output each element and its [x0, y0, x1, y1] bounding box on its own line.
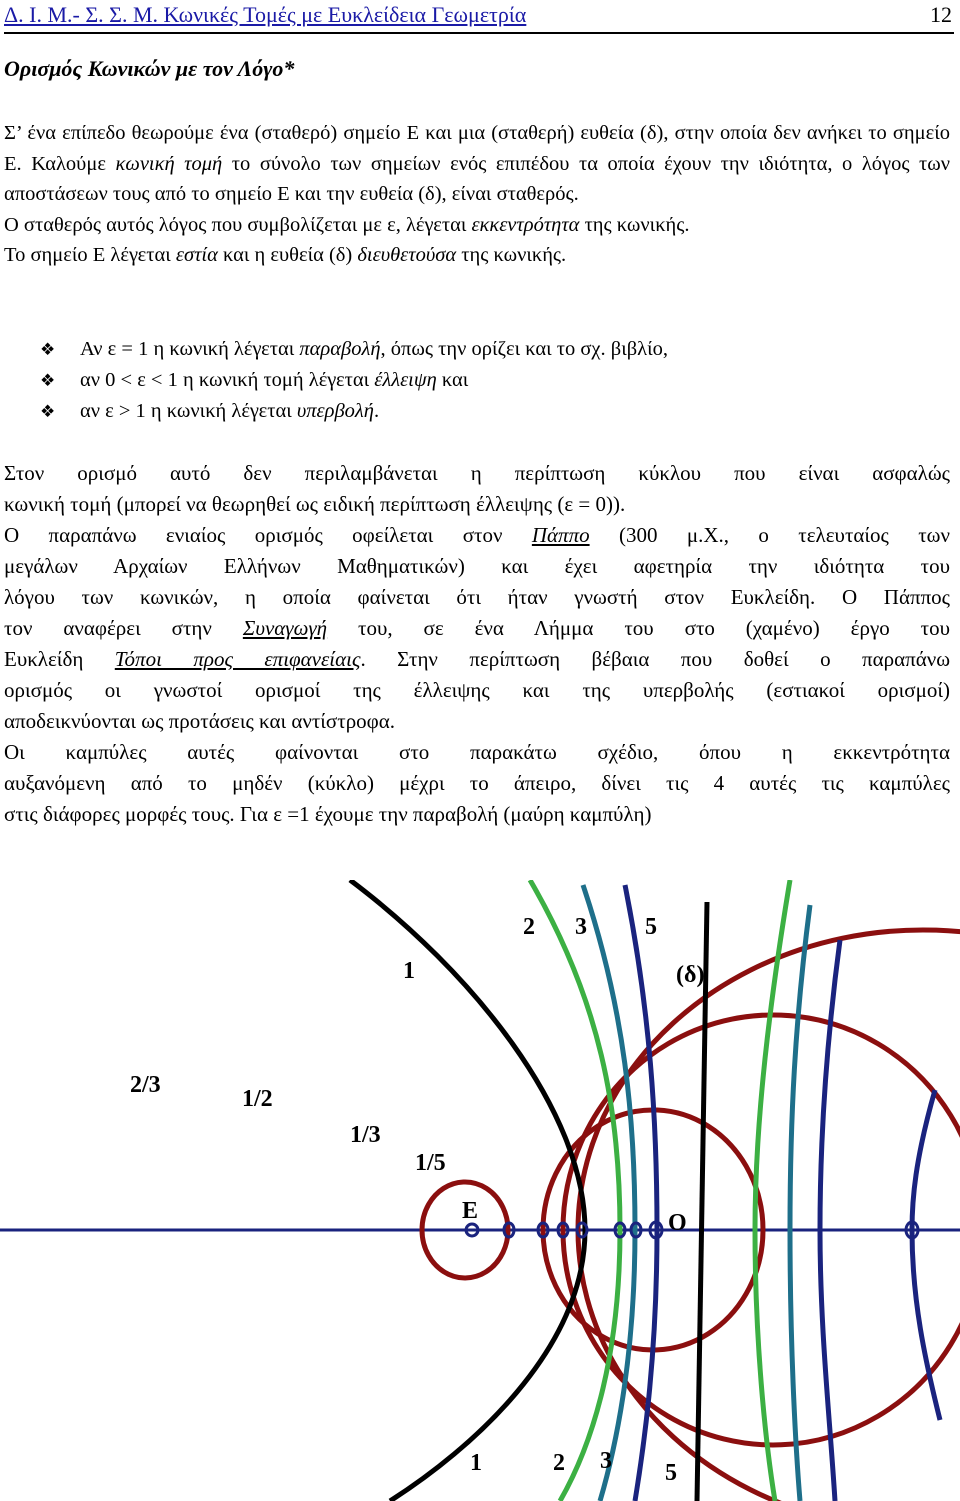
term-focus: εστία [175, 244, 218, 266]
label-ellipse-1-2: 1/2 [242, 1086, 273, 1112]
term-directrix: διευθετούσα [357, 244, 457, 266]
body-line: τον αναφέρει στην Συναγωγή του, σε ένα Λήμμα του στο (χαμένο) έργο του [4, 616, 950, 640]
diamond-bullet-icon: ❖ [40, 371, 56, 390]
list-item: ❖ αν ε > 1 η κωνική λέγεται υπερβολή. [40, 396, 668, 427]
list-item: ❖ Αν ε = 1 η κωνική λέγεται παραβολή, όπως την ορίζει και το σχ. βιβλίο, [40, 334, 668, 365]
intro-text: Σ’ ένα επίπεδο θεωρούμε ένα (σταθερό) σημείο Ε και μια (σταθερή) ευθεία (δ), στην οποία δεν ανήκει το σημείο Ε. Καλούμε [4, 122, 950, 175]
body-line: Ευκλείδη Τόποι προς επιφανείαις. Στην περίπτωση βέβαια που δοθεί ο παραπάνω [4, 647, 951, 671]
label-bottom-3: 3 [600, 1448, 612, 1474]
hyperbola-e-3-left [583, 885, 635, 1501]
page-header [4, 0, 954, 34]
label-bottom-1: 1 [470, 1450, 482, 1476]
label-origin: Ο [668, 1210, 687, 1236]
term-eccentricity: εκκεντρότητα [471, 213, 580, 236]
body-line: μεγάλων Αρχαίων Ελλήνων Μαθηματικών) και έχει αφετηρία την ιδιότητα του [4, 554, 950, 578]
body-line: Στον ορισμό αυτό δεν περιλαμβάνεται η περίπτωση κύκλου που είναι ασφαλώς [4, 461, 950, 485]
body-line: αποδεικνύονται ως προτάσεις και αντίστροφα. [4, 709, 396, 733]
body-line: ορισμός οι γνωστοί ορισμοί της έλλειψης και της υπερβολής (εστιακοί ορισμοί) [4, 678, 950, 702]
intro-text: της κωνικής. [579, 213, 690, 236]
intro-text: το σύνολο των σημείων ενός επιπέδου τα οποία έχουν την ιδιότητα, ο λόγος των αποστάσεων τους από το σημείο Ε και την ευθεία (δ), είναι σταθερός. [4, 152, 950, 205]
intro-text: Το σημείο Ε λέγεται [4, 244, 176, 266]
label-top-3: 3 [575, 914, 587, 940]
body-line: Ο παραπάνω ενιαίος ορισμός οφείλεται στον Πάππο (300 μ.Χ., ο τελευταίος των [4, 523, 950, 547]
hyperbola-e-2-right [755, 880, 790, 1501]
label-focus: Ε [462, 1198, 479, 1224]
body-paragraph [4, 458, 950, 830]
label-ellipse-1-5: 1/5 [415, 1150, 446, 1176]
label-top-2: 2 [523, 914, 535, 940]
body-line: κωνική τομή (μπορεί να θεωρηθεί ως ειδική περίπτωση έλλειψης (ε = 0)). [4, 492, 626, 516]
intro-paragraph [4, 118, 950, 271]
intro-text: και η ευθεία (δ) [217, 244, 358, 266]
term-conic: κωνική τομή [115, 152, 223, 175]
hyperbola-e-3-right [790, 905, 810, 1501]
label-bottom-2: 2 [553, 1450, 565, 1476]
hyperbola-e-far [912, 1090, 940, 1420]
label-parabola: 1 [403, 958, 415, 984]
body-line: Οι καμπύλες αυτές φαίνονται στο παρακάτω σχέδιο, όπου η εκκεντρότητα [4, 740, 950, 764]
body-line: λόγου των κωνικών, η οποία φαίνεται ότι ήταν γνωστή στον Ευκλείδη. Ο Πάππος [4, 585, 950, 609]
intro-text: Ο σταθερός αυτός λόγος που συμβολίζεται με ε, λέγεται [4, 213, 472, 236]
diamond-bullet-icon: ❖ [40, 340, 56, 359]
conic-figure [0, 880, 960, 1501]
body-line: στις διάφορες μορφές τους. Για ε =1 έχουμε την παραβολή (μαύρη καμπύλη) [4, 802, 652, 826]
label-ellipse-1-3: 1/3 [350, 1122, 381, 1148]
bullet-list [40, 334, 668, 427]
body-line: αυξανόμενη από το μηδέν (κύκλο) μέχρι το άπειρο, δίνει τις 4 αυτές τις καμπύλες [4, 771, 950, 795]
intro-text: της κωνικής. [456, 244, 567, 266]
page-number: 12 [930, 2, 952, 27]
label-directrix: (δ) [676, 962, 705, 988]
label-ellipse-2-3: 2/3 [130, 1072, 161, 1098]
label-bottom-5: 5 [665, 1460, 677, 1486]
directrix-line [697, 902, 707, 1501]
list-item: ❖ αν 0 < ε < 1 η κωνική τομή λέγεται έλλειψη και [40, 365, 668, 396]
section-title: Ορισμός Κωνικών με τον Λόγο* [4, 56, 295, 81]
diamond-bullet-icon: ❖ [40, 402, 56, 421]
label-top-5: 5 [645, 914, 657, 940]
header-title: Δ. Ι. Μ.- Σ. Σ. Μ. Κωνικές Τομές με Ευκλείδεια Γεωμετρία [4, 2, 527, 27]
